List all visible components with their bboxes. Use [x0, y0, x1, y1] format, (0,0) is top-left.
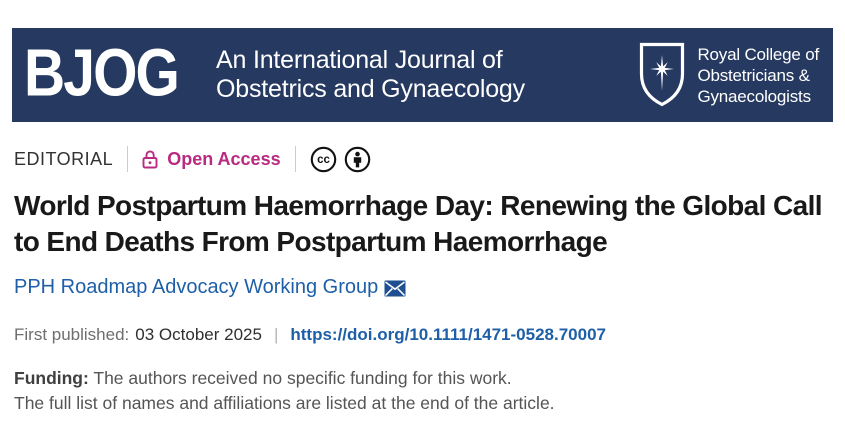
- divider: [295, 146, 296, 172]
- article-meta-bar: [14, 144, 371, 174]
- rcog-line1: Royal College of: [697, 44, 819, 64]
- tagline-line2: Obstetrics and Gynaecology: [216, 75, 525, 103]
- article-type-label: EDITORIAL: [14, 148, 114, 169]
- divider: |: [273, 325, 279, 344]
- envelope-icon[interactable]: [384, 280, 406, 297]
- journal-banner: [12, 28, 833, 122]
- doi-link[interactable]: https://doi.org/10.1111/1471-0528.70007: [290, 325, 606, 344]
- rcog-text: [697, 44, 819, 107]
- open-access-link[interactable]: [142, 149, 280, 170]
- author-group-link[interactable]: PPH Roadmap Advocacy Working Group: [14, 276, 379, 298]
- cc-license-icon[interactable]: [310, 146, 337, 173]
- first-published-label: First published:: [14, 325, 130, 344]
- svg-text:cc: cc: [316, 153, 330, 166]
- license-icons: [310, 146, 371, 173]
- rcog-shield-star-icon: [639, 42, 685, 108]
- publication-info-row: [14, 325, 606, 345]
- bjog-logo: BJOG: [24, 34, 178, 110]
- authors-row: [14, 276, 406, 299]
- funding-label: Funding:: [14, 368, 89, 388]
- funding-text: The authors received no specific funding for this work.: [93, 368, 512, 388]
- funding-line: [14, 366, 714, 391]
- open-padlock-icon: [142, 149, 159, 170]
- attribution-person-icon[interactable]: [344, 146, 371, 173]
- funding-note: [14, 366, 714, 416]
- open-access-label: Open Access: [167, 148, 281, 169]
- first-published-date: 03 October 2025: [135, 325, 262, 344]
- rcog-line3: Gynaecologists: [697, 86, 811, 106]
- journal-tagline: [216, 46, 525, 104]
- article-title: World Postpartum Haemorrhage Day: Renewing the Global Call to End Deaths From Postpartum Haemorrhage: [14, 190, 822, 257]
- rcog-logo: [639, 42, 819, 108]
- affiliation-note: The full list of names and affiliations are listed at the end of the article.: [14, 393, 555, 413]
- tagline-line1: An International Journal of: [216, 46, 503, 74]
- rcog-line2: Obstetricians &: [697, 65, 810, 85]
- divider: [127, 146, 128, 172]
